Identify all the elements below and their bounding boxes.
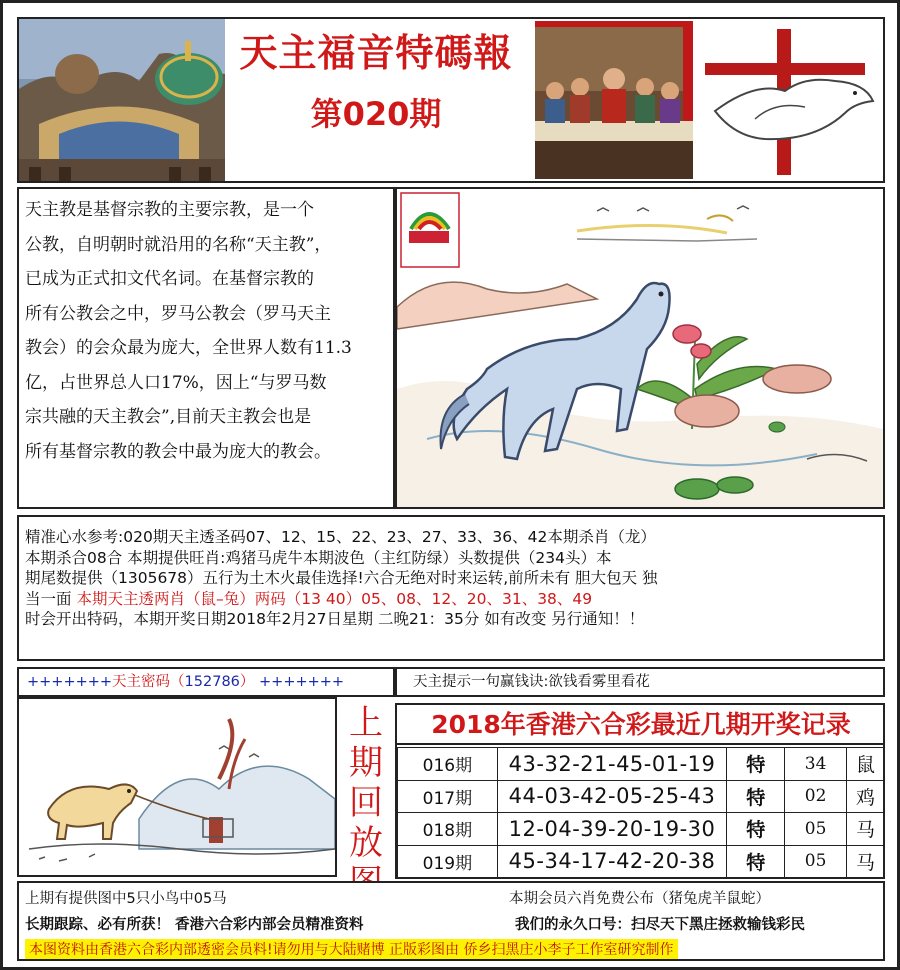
results-table [397, 747, 885, 878]
special-cell: 05 [785, 845, 847, 878]
hint-panel [395, 667, 885, 697]
intro-line: 所有基督宗教的教会中最为庞大的教会。 [25, 441, 331, 462]
footer-line-1-right-wrap [509, 887, 770, 908]
footer-line-2-right-wrap [515, 913, 805, 934]
te-cell: 特 [727, 748, 785, 781]
secret-close: ） [239, 674, 255, 690]
last-supper-image [535, 21, 693, 179]
intro-line: 亿，占世界总人口17%，因上“与罗马数 [25, 372, 327, 393]
ox-illustration [19, 699, 335, 875]
zodiac-cell: 马 [847, 813, 885, 846]
replay-label-char: 放 [349, 823, 383, 863]
secret-code-panel [17, 667, 395, 697]
cross-dove-image [695, 21, 883, 179]
numbers-cell: 43-32-21-45-01-19 [497, 748, 726, 781]
period-cell: 017期 [398, 780, 498, 813]
tip-line-4-prefix: 当一面 [25, 589, 72, 608]
te-cell: 特 [727, 813, 785, 846]
replay-label-char: 上 [349, 703, 383, 743]
results-title: 2018年香港六合彩最近几期开奖记录 [397, 705, 885, 745]
footer-line-2-left: 长期跟踪、必有所获！ 香港六合彩内部会员精准资料 [25, 917, 364, 933]
replay-image-panel [17, 697, 337, 877]
table-row [398, 813, 885, 846]
plus-decoration-right: +++++++ [259, 674, 345, 690]
footer-panel [17, 881, 885, 961]
special-cell: 34 [785, 748, 847, 781]
tip-line-5: 时会开出特码，本期开奖日期2018年2月27日星期 二晚21：35分 如有改变 另行通知！！ [25, 610, 645, 628]
zodiac-cell: 鼠 [847, 748, 885, 781]
table-row [398, 780, 885, 813]
zodiac-cell: 马 [847, 845, 885, 878]
newspaper-title: 天主福音特碼報 [239, 31, 513, 75]
intro-line: 天主教是基督宗教的主要宗教，是一个 [25, 200, 314, 220]
tip-line-2: 本期杀合08合 本期提供旺肖:鸡猪马虎牛本期波色（主红防绿）头数提供（234头）本 [25, 548, 612, 567]
numbers-cell: 12-04-39-20-19-30 [497, 813, 726, 846]
special-cell: 02 [785, 780, 847, 813]
footer-line-2 [25, 913, 364, 934]
replay-label-char: 期 [349, 743, 383, 783]
tip-line-4 [19, 589, 883, 610]
secret-code: 152786 [184, 674, 240, 690]
cathedral-image [19, 19, 225, 181]
te-cell: 特 [727, 845, 785, 878]
secret-label: 天主密码（ [112, 674, 185, 690]
te-cell: 特 [727, 780, 785, 813]
tips-panel [17, 515, 885, 661]
footer-line-1-right: 本期会员六肖免费公布（猪兔虎羊鼠蛇） [509, 891, 770, 907]
period-cell: 016期 [398, 748, 498, 781]
special-cell: 05 [785, 813, 847, 846]
tip-line-3: 期尾数提供（1305678）五行为土木火最佳选择!六合无绝对时来运转,前所未有 胆大包天 独 [25, 569, 658, 587]
horse-illustration [397, 189, 883, 507]
footer-line-1-left: 上期有提供图中5只小鸟中05马 [25, 891, 227, 907]
hint-text: 天主提示一句赢钱诀:欲钱看雾里看花 [413, 674, 650, 690]
issue-number: 第020期 [310, 95, 442, 133]
intro-text-panel [17, 187, 395, 509]
table-row [398, 748, 885, 781]
table-row [398, 845, 885, 878]
replay-label-char: 回 [349, 783, 383, 823]
intro-line: 所有公教会之中，罗马公教会（罗马天主 [25, 303, 331, 324]
intro-line: 宗共融的天主教会”,目前天主教会也是 [25, 407, 312, 427]
intro-line: 公教，自明朝时就沿用的名称“天主教”， [25, 234, 332, 255]
footer-disclaimer: 本图资料由香港六合彩内部透密会员料!请勿用与大陆赌博 正版彩图由 侨乡扫黑庄小李子工作室研究制作 [25, 939, 678, 959]
period-cell: 018期 [398, 813, 498, 846]
footer-line-2-right: 我们的永久口号：扫尽天下黑庄拯救输钱彩民 [515, 917, 805, 933]
numbers-cell: 45-34-17-42-20-38 [497, 845, 726, 878]
period-cell: 019期 [398, 845, 498, 878]
tip-highlight-red: 本期天主透两肖（鼠–兔）两码（13 40）05、08、12、20、31、38、49 [76, 589, 593, 608]
zodiac-cell: 鸡 [847, 780, 885, 813]
plus-decoration-left: +++++++ [27, 674, 113, 690]
footer-line-1 [25, 887, 227, 908]
numbers-cell: 44-03-42-05-25-43 [497, 780, 726, 813]
intro-line: 教会）的会众最为庞大，全世界人数有11.3 [25, 338, 352, 358]
replay-label [341, 703, 391, 903]
intro-line: 已成为正式扣文代名词。在基督宗教的 [25, 269, 314, 289]
illustration-panel [395, 187, 885, 509]
tip-line-1: 精准心水参考:020期天主透圣码07、12、15、22、23、27、33、36、42本期杀肖（龙） [25, 528, 656, 546]
